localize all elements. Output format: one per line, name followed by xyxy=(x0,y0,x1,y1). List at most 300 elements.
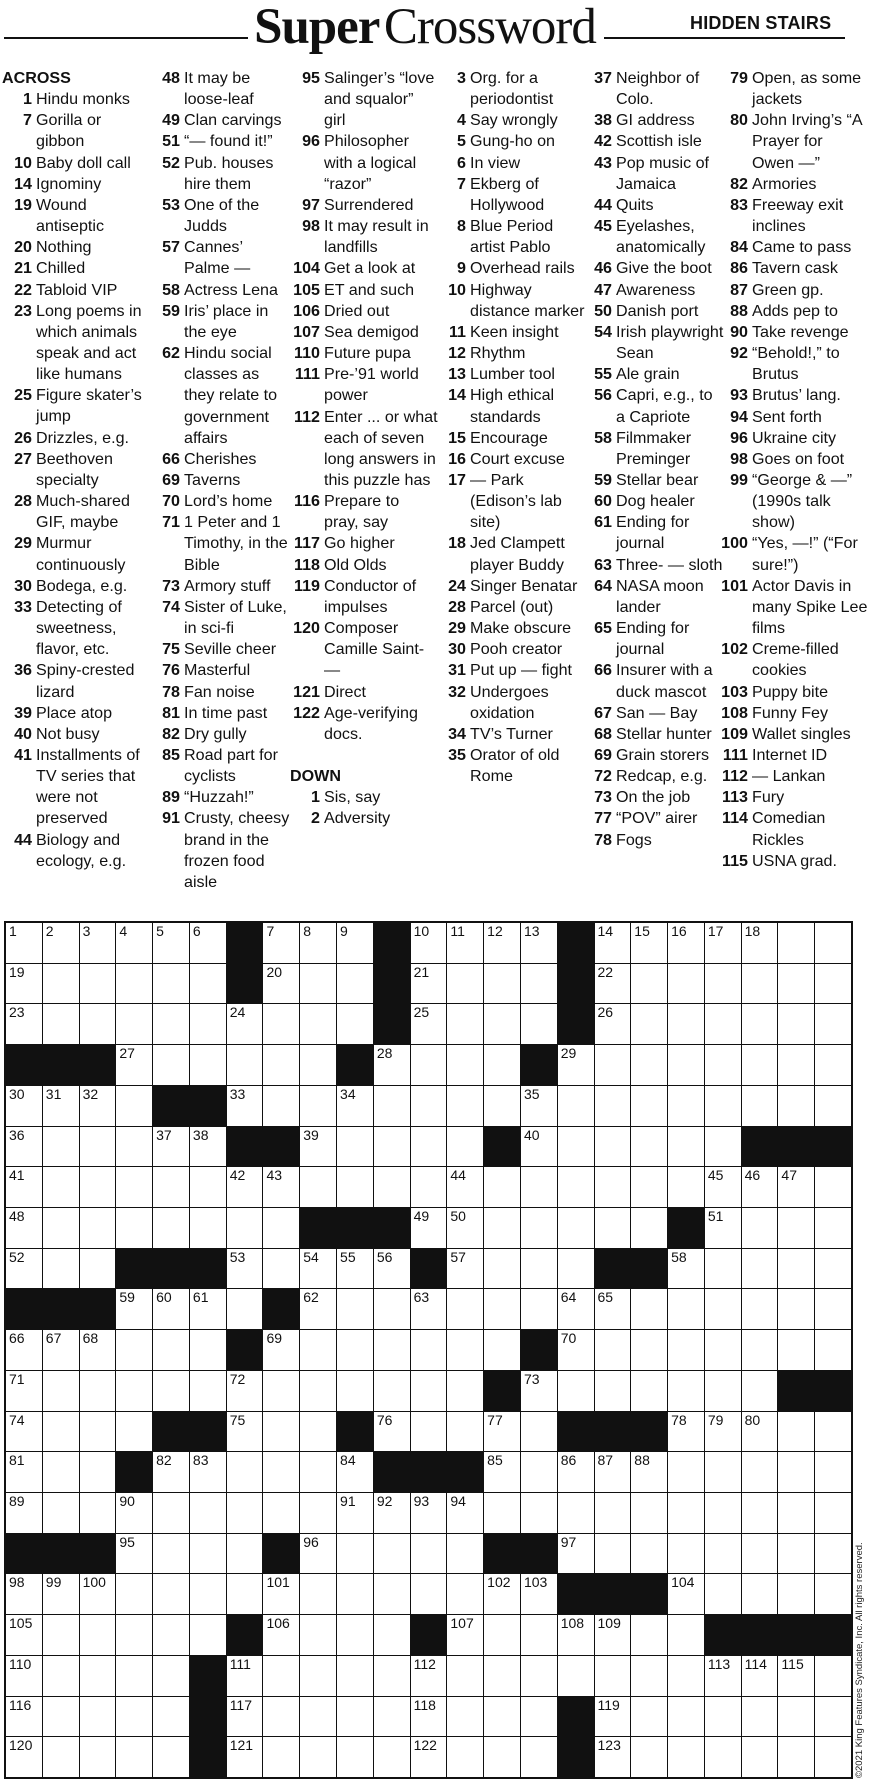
grid-cell[interactable] xyxy=(153,1330,189,1370)
grid-cell[interactable] xyxy=(337,964,373,1004)
grid-cell[interactable] xyxy=(374,1493,410,1533)
grid-cell[interactable] xyxy=(705,1371,741,1411)
grid-cell[interactable] xyxy=(227,1371,263,1411)
grid-cell[interactable] xyxy=(631,964,667,1004)
grid-cell[interactable] xyxy=(80,1737,116,1777)
grid-cell[interactable] xyxy=(558,1086,594,1126)
grid-cell[interactable] xyxy=(484,1493,520,1533)
grid-cell[interactable] xyxy=(153,1737,189,1777)
grid-cell[interactable] xyxy=(595,1330,631,1370)
grid-cell[interactable] xyxy=(521,1656,557,1696)
grid-cell[interactable] xyxy=(337,1534,373,1574)
grid-cell[interactable] xyxy=(411,1127,447,1167)
grid-cell[interactable] xyxy=(116,1574,152,1614)
grid-cell[interactable] xyxy=(631,1289,667,1329)
grid-cell[interactable] xyxy=(190,1371,226,1411)
grid-cell[interactable] xyxy=(300,1371,336,1411)
grid-cell[interactable] xyxy=(411,1737,447,1777)
grid-cell[interactable] xyxy=(227,1737,263,1777)
grid-cell[interactable] xyxy=(227,1289,263,1329)
grid-cell[interactable] xyxy=(411,1004,447,1044)
grid-cell[interactable] xyxy=(484,1452,520,1492)
grid-cell[interactable] xyxy=(116,1697,152,1737)
grid-cell[interactable] xyxy=(447,1004,483,1044)
grid-cell[interactable] xyxy=(6,1452,42,1492)
grid-cell[interactable] xyxy=(742,1493,778,1533)
grid-cell[interactable] xyxy=(668,1412,704,1452)
grid-cell[interactable] xyxy=(80,1208,116,1248)
grid-cell[interactable] xyxy=(300,1574,336,1614)
grid-cell[interactable] xyxy=(116,1004,152,1044)
grid-cell[interactable] xyxy=(6,1656,42,1696)
grid-cell[interactable] xyxy=(411,1412,447,1452)
grid-cell[interactable] xyxy=(595,1656,631,1696)
grid-cell[interactable] xyxy=(668,923,704,963)
grid-cell[interactable] xyxy=(43,1493,79,1533)
grid-cell[interactable] xyxy=(300,1412,336,1452)
grid-cell[interactable] xyxy=(43,1127,79,1167)
grid-cell[interactable] xyxy=(447,1249,483,1289)
grid-cell[interactable] xyxy=(116,1371,152,1411)
grid-cell[interactable] xyxy=(411,1208,447,1248)
grid-cell[interactable] xyxy=(411,964,447,1004)
grid-cell[interactable] xyxy=(337,1289,373,1329)
grid-cell[interactable] xyxy=(116,1127,152,1167)
grid-cell[interactable] xyxy=(153,1493,189,1533)
grid-cell[interactable] xyxy=(521,1208,557,1248)
grid-cell[interactable] xyxy=(337,1167,373,1207)
grid-cell[interactable] xyxy=(447,1656,483,1696)
grid-cell[interactable] xyxy=(153,1167,189,1207)
grid-cell[interactable] xyxy=(263,1371,299,1411)
grid-cell[interactable] xyxy=(742,1208,778,1248)
grid-cell[interactable] xyxy=(300,964,336,1004)
grid-cell[interactable] xyxy=(227,1045,263,1085)
grid-cell[interactable] xyxy=(80,1249,116,1289)
grid-cell[interactable] xyxy=(374,1127,410,1167)
grid-cell[interactable] xyxy=(337,1656,373,1696)
grid-cell[interactable] xyxy=(300,1330,336,1370)
grid-cell[interactable] xyxy=(116,1534,152,1574)
grid-cell[interactable] xyxy=(411,1656,447,1696)
grid-cell[interactable] xyxy=(631,1452,667,1492)
grid-cell[interactable] xyxy=(6,1493,42,1533)
grid-cell[interactable] xyxy=(447,1167,483,1207)
grid-cell[interactable] xyxy=(631,1493,667,1533)
grid-cell[interactable] xyxy=(668,1452,704,1492)
grid-cell[interactable] xyxy=(227,1412,263,1452)
grid-cell[interactable] xyxy=(595,964,631,1004)
grid-cell[interactable] xyxy=(742,1534,778,1574)
grid-cell[interactable] xyxy=(43,1412,79,1452)
grid-cell[interactable] xyxy=(190,1534,226,1574)
grid-cell[interactable] xyxy=(337,1371,373,1411)
grid-cell[interactable] xyxy=(190,1289,226,1329)
grid-cell[interactable] xyxy=(778,1086,814,1126)
grid-cell[interactable] xyxy=(6,1249,42,1289)
grid-cell[interactable] xyxy=(815,1086,851,1126)
grid-cell[interactable] xyxy=(190,1452,226,1492)
grid-cell[interactable] xyxy=(815,923,851,963)
grid-cell[interactable] xyxy=(521,1167,557,1207)
grid-cell[interactable] xyxy=(631,1045,667,1085)
grid-cell[interactable] xyxy=(521,1289,557,1329)
grid-cell[interactable] xyxy=(80,1167,116,1207)
grid-cell[interactable] xyxy=(6,1004,42,1044)
grid-cell[interactable] xyxy=(300,1289,336,1329)
grid-cell[interactable] xyxy=(595,1045,631,1085)
grid-cell[interactable] xyxy=(558,1330,594,1370)
grid-cell[interactable] xyxy=(263,1086,299,1126)
grid-cell[interactable] xyxy=(595,1452,631,1492)
grid-cell[interactable] xyxy=(595,1697,631,1737)
grid-cell[interactable] xyxy=(815,1289,851,1329)
grid-cell[interactable] xyxy=(631,1167,667,1207)
grid-cell[interactable] xyxy=(521,1004,557,1044)
grid-cell[interactable] xyxy=(300,1249,336,1289)
grid-cell[interactable] xyxy=(374,1045,410,1085)
grid-cell[interactable] xyxy=(80,923,116,963)
grid-cell[interactable] xyxy=(227,1167,263,1207)
grid-cell[interactable] xyxy=(447,1127,483,1167)
grid-cell[interactable] xyxy=(227,1697,263,1737)
grid-cell[interactable] xyxy=(6,1615,42,1655)
grid-cell[interactable] xyxy=(484,1697,520,1737)
grid-cell[interactable] xyxy=(337,923,373,963)
grid-cell[interactable] xyxy=(668,1615,704,1655)
grid-cell[interactable] xyxy=(263,1208,299,1248)
grid-cell[interactable] xyxy=(447,1330,483,1370)
grid-cell[interactable] xyxy=(778,1574,814,1614)
grid-cell[interactable] xyxy=(815,1167,851,1207)
grid-cell[interactable] xyxy=(484,1412,520,1452)
grid-cell[interactable] xyxy=(484,1086,520,1126)
grid-cell[interactable] xyxy=(558,1452,594,1492)
grid-cell[interactable] xyxy=(227,1656,263,1696)
grid-cell[interactable] xyxy=(705,1045,741,1085)
grid-cell[interactable] xyxy=(742,1697,778,1737)
grid-cell[interactable] xyxy=(6,1330,42,1370)
grid-cell[interactable] xyxy=(43,1737,79,1777)
grid-cell[interactable] xyxy=(742,1289,778,1329)
grid-cell[interactable] xyxy=(815,1493,851,1533)
grid-cell[interactable] xyxy=(263,1737,299,1777)
grid-cell[interactable] xyxy=(447,1289,483,1329)
grid-cell[interactable] xyxy=(263,1004,299,1044)
grid-cell[interactable] xyxy=(153,1534,189,1574)
grid-cell[interactable] xyxy=(153,1697,189,1737)
grid-cell[interactable] xyxy=(742,1249,778,1289)
grid-cell[interactable] xyxy=(300,1737,336,1777)
grid-cell[interactable] xyxy=(374,1737,410,1777)
grid-cell[interactable] xyxy=(411,1493,447,1533)
grid-cell[interactable] xyxy=(447,1493,483,1533)
grid-cell[interactable] xyxy=(411,1289,447,1329)
grid-cell[interactable] xyxy=(337,1330,373,1370)
grid-cell[interactable] xyxy=(521,1249,557,1289)
grid-cell[interactable] xyxy=(43,1371,79,1411)
grid-cell[interactable] xyxy=(742,1737,778,1777)
grid-cell[interactable] xyxy=(447,1371,483,1411)
grid-cell[interactable] xyxy=(80,1330,116,1370)
grid-cell[interactable] xyxy=(631,1371,667,1411)
grid-cell[interactable] xyxy=(631,1004,667,1044)
grid-cell[interactable] xyxy=(43,1249,79,1289)
grid-cell[interactable] xyxy=(521,1493,557,1533)
grid-cell[interactable] xyxy=(484,1045,520,1085)
grid-cell[interactable] xyxy=(668,1249,704,1289)
grid-cell[interactable] xyxy=(668,1127,704,1167)
grid-cell[interactable] xyxy=(595,1167,631,1207)
grid-cell[interactable] xyxy=(595,1004,631,1044)
grid-cell[interactable] xyxy=(705,923,741,963)
grid-cell[interactable] xyxy=(411,1167,447,1207)
grid-cell[interactable] xyxy=(484,1289,520,1329)
grid-cell[interactable] xyxy=(815,1452,851,1492)
grid-cell[interactable] xyxy=(80,1412,116,1452)
grid-cell[interactable] xyxy=(447,1412,483,1452)
grid-cell[interactable] xyxy=(705,1656,741,1696)
grid-cell[interactable] xyxy=(631,1086,667,1126)
grid-cell[interactable] xyxy=(742,923,778,963)
grid-cell[interactable] xyxy=(43,1697,79,1737)
grid-cell[interactable] xyxy=(521,964,557,1004)
grid-cell[interactable] xyxy=(778,1249,814,1289)
grid-cell[interactable] xyxy=(263,1330,299,1370)
grid-cell[interactable] xyxy=(337,1127,373,1167)
grid-cell[interactable] xyxy=(300,1493,336,1533)
grid-cell[interactable] xyxy=(447,1697,483,1737)
grid-cell[interactable] xyxy=(742,1656,778,1696)
grid-cell[interactable] xyxy=(6,1737,42,1777)
grid-cell[interactable] xyxy=(558,1493,594,1533)
grid-cell[interactable] xyxy=(116,1412,152,1452)
grid-cell[interactable] xyxy=(815,1534,851,1574)
grid-cell[interactable] xyxy=(815,1330,851,1370)
grid-cell[interactable] xyxy=(668,1289,704,1329)
grid-cell[interactable] xyxy=(742,1167,778,1207)
grid-cell[interactable] xyxy=(190,1167,226,1207)
grid-cell[interactable] xyxy=(263,1615,299,1655)
grid-cell[interactable] xyxy=(374,1249,410,1289)
grid-cell[interactable] xyxy=(80,1127,116,1167)
grid-cell[interactable] xyxy=(80,1371,116,1411)
grid-cell[interactable] xyxy=(447,1086,483,1126)
grid-cell[interactable] xyxy=(558,1656,594,1696)
grid-cell[interactable] xyxy=(521,1412,557,1452)
grid-cell[interactable] xyxy=(80,1656,116,1696)
grid-cell[interactable] xyxy=(337,1249,373,1289)
grid-cell[interactable] xyxy=(595,1208,631,1248)
grid-cell[interactable] xyxy=(116,1615,152,1655)
grid-cell[interactable] xyxy=(263,1249,299,1289)
grid-cell[interactable] xyxy=(116,1493,152,1533)
grid-cell[interactable] xyxy=(116,1289,152,1329)
grid-cell[interactable] xyxy=(521,1574,557,1614)
grid-cell[interactable] xyxy=(80,1086,116,1126)
grid-cell[interactable] xyxy=(374,1615,410,1655)
grid-cell[interactable] xyxy=(153,1574,189,1614)
grid-cell[interactable] xyxy=(595,1737,631,1777)
grid-cell[interactable] xyxy=(6,1086,42,1126)
grid-cell[interactable] xyxy=(778,923,814,963)
grid-cell[interactable] xyxy=(705,1737,741,1777)
grid-cell[interactable] xyxy=(778,1697,814,1737)
grid-cell[interactable] xyxy=(6,964,42,1004)
grid-cell[interactable] xyxy=(300,1004,336,1044)
grid-cell[interactable] xyxy=(300,923,336,963)
grid-cell[interactable] xyxy=(705,1289,741,1329)
grid-cell[interactable] xyxy=(778,1737,814,1777)
grid-cell[interactable] xyxy=(6,923,42,963)
grid-cell[interactable] xyxy=(815,1656,851,1696)
grid-cell[interactable] xyxy=(742,1330,778,1370)
grid-cell[interactable] xyxy=(6,1208,42,1248)
grid-cell[interactable] xyxy=(815,1574,851,1614)
grid-cell[interactable] xyxy=(80,1574,116,1614)
grid-cell[interactable] xyxy=(263,1167,299,1207)
grid-cell[interactable] xyxy=(668,1004,704,1044)
grid-cell[interactable] xyxy=(263,923,299,963)
grid-cell[interactable] xyxy=(190,1208,226,1248)
grid-cell[interactable] xyxy=(815,1208,851,1248)
grid-cell[interactable] xyxy=(337,1615,373,1655)
grid-cell[interactable] xyxy=(116,1737,152,1777)
grid-cell[interactable] xyxy=(43,1574,79,1614)
grid-cell[interactable] xyxy=(43,923,79,963)
grid-cell[interactable] xyxy=(227,1574,263,1614)
grid-cell[interactable] xyxy=(484,1615,520,1655)
grid-cell[interactable] xyxy=(447,1208,483,1248)
grid-cell[interactable] xyxy=(300,1127,336,1167)
grid-cell[interactable] xyxy=(815,1737,851,1777)
grid-cell[interactable] xyxy=(374,1289,410,1329)
grid-cell[interactable] xyxy=(447,1737,483,1777)
grid-cell[interactable] xyxy=(668,1737,704,1777)
grid-cell[interactable] xyxy=(558,1127,594,1167)
grid-cell[interactable] xyxy=(6,1167,42,1207)
grid-cell[interactable] xyxy=(6,1697,42,1737)
grid-cell[interactable] xyxy=(778,1045,814,1085)
grid-cell[interactable] xyxy=(668,1045,704,1085)
grid-cell[interactable] xyxy=(705,1412,741,1452)
grid-cell[interactable] xyxy=(153,1452,189,1492)
grid-cell[interactable] xyxy=(374,1167,410,1207)
grid-cell[interactable] xyxy=(742,964,778,1004)
grid-cell[interactable] xyxy=(374,1086,410,1126)
grid-cell[interactable] xyxy=(190,1004,226,1044)
grid-cell[interactable] xyxy=(6,1127,42,1167)
grid-cell[interactable] xyxy=(300,1452,336,1492)
grid-cell[interactable] xyxy=(116,1656,152,1696)
grid-cell[interactable] xyxy=(153,1615,189,1655)
grid-cell[interactable] xyxy=(631,1330,667,1370)
grid-cell[interactable] xyxy=(668,1330,704,1370)
grid-cell[interactable] xyxy=(153,1004,189,1044)
grid-cell[interactable] xyxy=(337,1086,373,1126)
grid-cell[interactable] xyxy=(374,1656,410,1696)
grid-cell[interactable] xyxy=(668,1697,704,1737)
grid-cell[interactable] xyxy=(484,1330,520,1370)
grid-cell[interactable] xyxy=(484,923,520,963)
grid-cell[interactable] xyxy=(411,1330,447,1370)
grid-cell[interactable] xyxy=(300,1167,336,1207)
grid-cell[interactable] xyxy=(815,1004,851,1044)
grid-cell[interactable] xyxy=(778,1493,814,1533)
grid-cell[interactable] xyxy=(153,1289,189,1329)
grid-cell[interactable] xyxy=(153,923,189,963)
grid-cell[interactable] xyxy=(558,1289,594,1329)
grid-cell[interactable] xyxy=(742,1452,778,1492)
grid-cell[interactable] xyxy=(742,1412,778,1452)
grid-cell[interactable] xyxy=(778,1534,814,1574)
grid-cell[interactable] xyxy=(595,1289,631,1329)
grid-cell[interactable] xyxy=(631,1737,667,1777)
grid-cell[interactable] xyxy=(595,1371,631,1411)
grid-cell[interactable] xyxy=(263,1412,299,1452)
grid-cell[interactable] xyxy=(484,1737,520,1777)
grid-cell[interactable] xyxy=(484,1574,520,1614)
grid-cell[interactable] xyxy=(484,1249,520,1289)
grid-cell[interactable] xyxy=(411,1574,447,1614)
grid-cell[interactable] xyxy=(43,1656,79,1696)
grid-cell[interactable] xyxy=(374,1697,410,1737)
grid-cell[interactable] xyxy=(521,1371,557,1411)
grid-cell[interactable] xyxy=(227,1452,263,1492)
grid-cell[interactable] xyxy=(337,1697,373,1737)
grid-cell[interactable] xyxy=(484,1167,520,1207)
grid-cell[interactable] xyxy=(263,1452,299,1492)
grid-cell[interactable] xyxy=(668,1656,704,1696)
grid-cell[interactable] xyxy=(300,1045,336,1085)
grid-cell[interactable] xyxy=(778,1656,814,1696)
grid-cell[interactable] xyxy=(668,964,704,1004)
grid-cell[interactable] xyxy=(374,1371,410,1411)
grid-cell[interactable] xyxy=(558,1534,594,1574)
grid-cell[interactable] xyxy=(411,1697,447,1737)
grid-cell[interactable] xyxy=(521,1697,557,1737)
grid-cell[interactable] xyxy=(631,1127,667,1167)
grid-cell[interactable] xyxy=(705,1452,741,1492)
grid-cell[interactable] xyxy=(742,1045,778,1085)
grid-cell[interactable] xyxy=(374,1534,410,1574)
grid-cell[interactable] xyxy=(705,1534,741,1574)
grid-cell[interactable] xyxy=(558,1371,594,1411)
grid-cell[interactable] xyxy=(595,923,631,963)
grid-cell[interactable] xyxy=(153,1208,189,1248)
grid-cell[interactable] xyxy=(595,1086,631,1126)
grid-cell[interactable] xyxy=(80,1615,116,1655)
grid-cell[interactable] xyxy=(153,964,189,1004)
grid-cell[interactable] xyxy=(447,1534,483,1574)
grid-cell[interactable] xyxy=(595,1493,631,1533)
grid-cell[interactable] xyxy=(705,1493,741,1533)
grid-cell[interactable] xyxy=(631,923,667,963)
grid-cell[interactable] xyxy=(190,1045,226,1085)
grid-cell[interactable] xyxy=(411,1534,447,1574)
grid-cell[interactable] xyxy=(778,1289,814,1329)
grid-cell[interactable] xyxy=(484,1656,520,1696)
grid-cell[interactable] xyxy=(300,1534,336,1574)
grid-cell[interactable] xyxy=(668,1574,704,1614)
grid-cell[interactable] xyxy=(595,1534,631,1574)
grid-cell[interactable] xyxy=(227,1004,263,1044)
grid-cell[interactable] xyxy=(80,1493,116,1533)
grid-cell[interactable] xyxy=(815,964,851,1004)
grid-cell[interactable] xyxy=(705,1167,741,1207)
grid-cell[interactable] xyxy=(190,1615,226,1655)
grid-cell[interactable] xyxy=(43,1452,79,1492)
